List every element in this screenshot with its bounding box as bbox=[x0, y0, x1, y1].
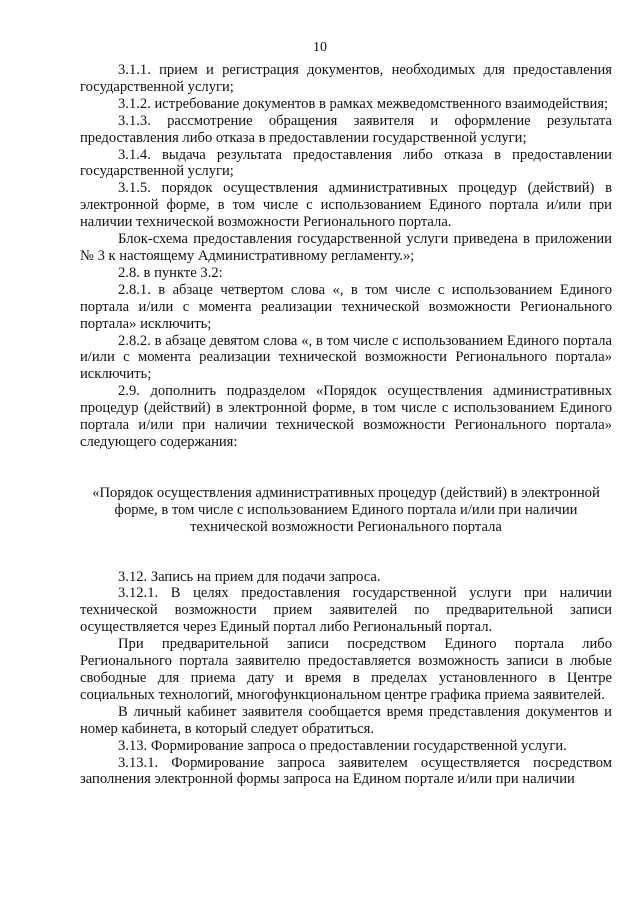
spacer bbox=[80, 536, 612, 569]
paragraph-3-1-3: 3.1.3. рассмотрение обращения заявителя и оформление результата предоставления либо отказа в предоставлении государственной услуги; bbox=[80, 112, 612, 146]
spacer bbox=[80, 451, 612, 485]
paragraph-3-13: 3.13. Формирование запроса о предоставлении государственной услуги. bbox=[118, 737, 567, 754]
paragraph-3-1-2: 3.1.2. истребование документов в рамках межведомственного взаимодействия; bbox=[118, 95, 609, 112]
section-heading: «Порядок осуществления административных процедур (действий) в электронной форме, в том числе с использованием Единого портала и/или при наличии технической возможности Регионального портала bbox=[92, 484, 600, 535]
paragraph-3-13-1: 3.13.1. Формирование запроса заявителем осуществляется посредством заполнения электронной формы запроса на Едином портале и/или при наличии bbox=[80, 754, 612, 788]
paragraph-3-1-5: 3.1.5. порядок осуществления административных процедур (действий) в электронной форме, в том числе с использованием Единого портала и/или при наличии технической возможности Регионального портала. bbox=[80, 180, 612, 231]
paragraph-block-scheme: Блок-схема предоставления государственной услуги приведена в приложении № 3 к настоящему Административному регламенту.»; bbox=[80, 231, 612, 264]
paragraph-2-8: 2.8. в пункте 3.2: bbox=[118, 264, 223, 281]
paragraph-preliminary-record: При предварительной записи посредством Единого портала либо Регионального портала заявителю предоставляется возможность записи в любые свободные для приема дату и время в пределах установленного в Центре социальных технологий, многофункциональном центре графика приема заявителей. bbox=[80, 636, 612, 703]
paragraph-3-12: 3.12. Запись на прием для подачи запроса. bbox=[118, 568, 381, 585]
document-body bbox=[80, 62, 612, 788]
page-number: 10 bbox=[313, 40, 327, 55]
paragraph-2-9: 2.9. дополнить подразделом «Порядок осуществления административных процедур (действий) в электронной форме, в том числе с использованием Единого портала и/или при наличии технической возможности Регионального портала» следующего содержания: bbox=[80, 383, 612, 450]
paragraph-3-12-1: 3.12.1. В целях предоставления государственной услуги при наличии технической возможности прием заявителей по предварительной записи осуществляется через Единый портал либо Региональный портал. bbox=[80, 585, 612, 636]
paragraph-3-1-1: 3.1.1. прием и регистрация документов, необходимых для предоставления государственной услуги; bbox=[80, 62, 612, 95]
paragraph-2-8-1: 2.8.1. в абзаце четвертом слова «, в том числе с использованием Единого портала и/или с момента реализации технической возможности Регионального портала» исключить; bbox=[80, 281, 612, 332]
paragraph-personal-cabinet: В личный кабинет заявителя сообщается время представления документов и номер кабинета, в который следует обратиться. bbox=[80, 703, 612, 737]
paragraph-2-8-2: 2.8.2. в абзаце девятом слова «, в том числе с использованием Единого портала и/или с момента реализации технической возможности Регионального портала» исключить; bbox=[80, 332, 612, 383]
paragraph-3-1-4: 3.1.4. выдача результата предоставления либо отказа в предоставлении государственной услуги; bbox=[80, 146, 612, 180]
